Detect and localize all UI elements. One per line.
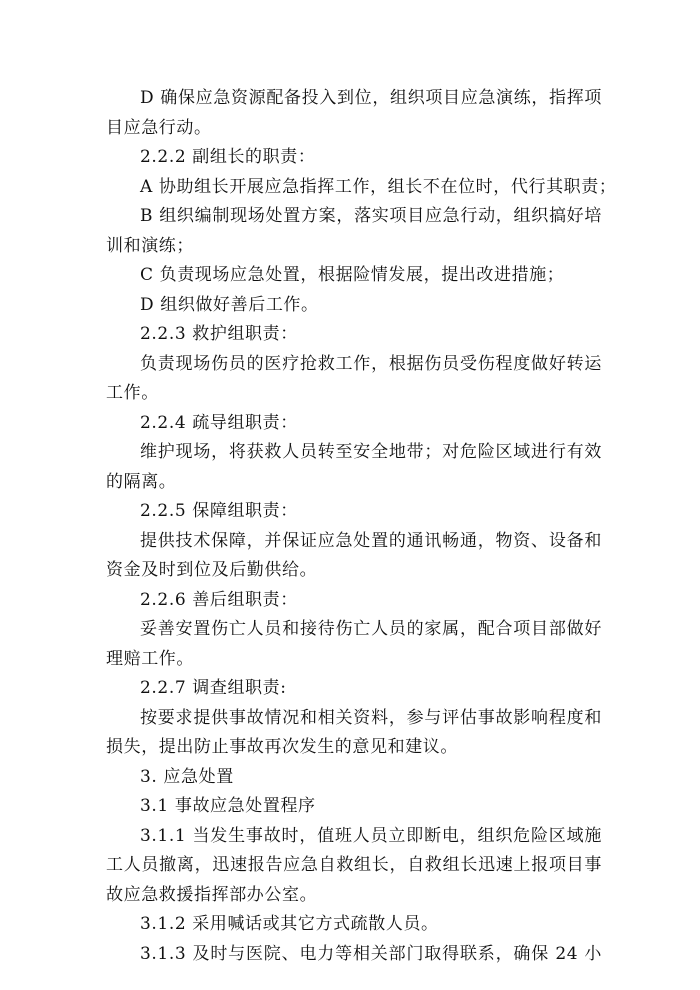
text-line: 3.1.3 及时与医院、电力等相关部门取得联系，确保 24 小: [140, 943, 602, 964]
text-line: 3.1.1 当发生事故时，值班人员立即断电，组织危险区域施: [140, 825, 602, 846]
text-line: 维护现场，将获救人员转至安全地带；对危险区域进行有效: [140, 442, 602, 462]
text-line: 提供技术保障，并保证应急处置的通讯畅通，物资、设备和: [140, 530, 602, 551]
text-line: 理赔工作。: [106, 648, 194, 669]
section-heading: 2.2.4 疏导组职责：: [140, 412, 298, 433]
text-line: B 组织编制现场处置方案，落实项目应急行动，组织搞好培: [140, 206, 602, 226]
text-line: 工作。: [106, 383, 159, 403]
text-line: 损失，提出防止事故再次发生的意见和建议。: [106, 737, 458, 757]
section-heading: 2.2.7 调查组职责:: [140, 678, 287, 698]
text-line: 故应急救援指挥部办公室。: [106, 884, 318, 905]
section-heading: 2.2.2 副组长的职责：: [140, 147, 316, 167]
chapter-heading: 3. 应急处置: [140, 766, 234, 787]
text-line: 妥善安置伤亡人员和接待伤亡人员的家属，配合项目部做好: [140, 619, 602, 639]
text-line: C 负责现场应急处置，根据险情发展，提出改进措施；: [140, 265, 565, 285]
section-heading: 2.2.5 保障组职责：: [140, 501, 298, 521]
text-line: 训和演练；: [106, 235, 194, 256]
text-line: 的隔离。: [106, 471, 177, 492]
text-line: 资金及时到位及后勤供给。: [106, 560, 318, 580]
text-line: D 组织做好善后工作。: [140, 294, 319, 315]
text-line: 3.1.2 采用喊话或其它方式疏散人员。: [140, 914, 439, 934]
text-line: 目应急行动。: [106, 117, 212, 138]
text-line: 按要求提供事故情况和相关资料，参与评估事故影响程度和: [140, 707, 602, 728]
document-body: [106, 84, 617, 969]
text-line: D 确保应急资源配备投入到位，组织项目应急演练，指挥项: [140, 88, 602, 108]
text-line: 工人员撤离，迅速报告应急自救组长，自救组长迅速上报项目事: [106, 855, 602, 875]
section-heading: 2.2.3 救护组职责：: [140, 324, 298, 344]
section-heading: 3.1 事故应急处置程序: [140, 796, 316, 816]
text-line: A 协助组长开展应急指挥工作，组长不在位时，代行其职责；: [140, 176, 617, 197]
text-line: 负责现场伤员的医疗抢救工作，根据伤员受伤程度做好转运: [140, 353, 602, 374]
section-heading: 2.2.6 善后组职责：: [140, 589, 298, 610]
